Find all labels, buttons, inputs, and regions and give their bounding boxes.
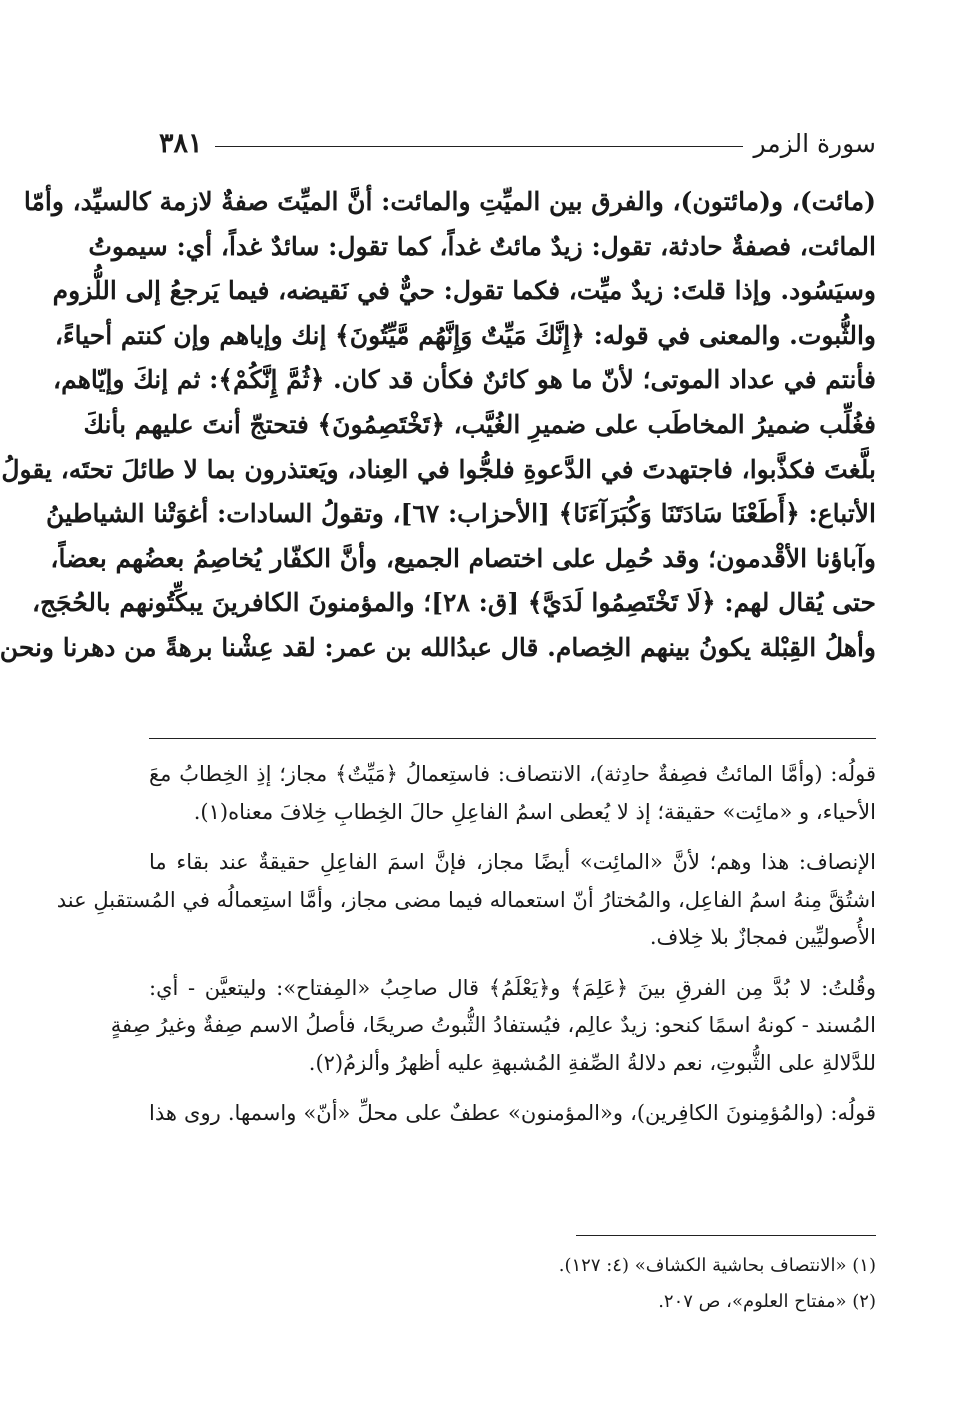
main-text xyxy=(0,180,876,671)
chapter-title: سورة الزمر xyxy=(753,128,876,158)
running-header xyxy=(159,120,876,166)
commentary-line: قولُه: (وأمَّا المائتُ فصِفةٌ حادِثة)، الانتصاف: فاستِعمالُ ﴿مَيِّتٌ﴾ مجاز؛ إذِ الخِطابُ معَ xyxy=(149,762,876,786)
main-text-line: (مائت)، و(مائتون)، والفرق بين الميِّتِ والمائت: أنَّ الميِّتَ صفةٌ لازمة كالسيِّد، وأمّا xyxy=(23,187,876,216)
main-text-line: الأتباع: ﴿أَطَعْنَا سَادَتَنَا وَكُبَرَآءَنَا﴾ [الأحزاب: ٦٧]، وتقولُ السادات: أغوَتْنا الشياطينُ xyxy=(46,499,876,529)
main-text-line: فأنتم في عداد الموتى؛ لأنّ ما هو كائنٌ فكأن قد كان. ﴿ثُمَّ إِنَّكُمْ﴾: ثم إنكَ وإيّاهم، xyxy=(53,365,876,395)
footnote-1: (١) «الانتصاف بحاشية الكشاف» (٤: ١٢٧). xyxy=(558,1255,876,1276)
commentary-line: وقُلتُ: لا بُدَّ مِن الفرقِ بينَ ﴿عَلِمَ﴾ و﴿يَعْلَمُ﴾ قال صاحِبُ «المِفتاح»: وليتعيَّن - أي: xyxy=(149,975,876,1000)
main-text-line: المائت، فصفةٌ حادثة، تقول: زيدٌ مائتٌ غداً، كما تقول: سائدٌ غداً، أي: سيموتُ xyxy=(88,231,876,261)
main-text-line: والثُّبوت. والمعنى في قوله: ﴿إِنَّكَ مَيِّتٌ وَإِنَّهُم مَّيِّتُونَ﴾ إنك وإياهم وإن كنتم أحياءً، xyxy=(54,320,876,350)
main-text-divider xyxy=(149,738,876,739)
commentary-paragraph xyxy=(149,1095,876,1133)
main-text-line: وآباؤنا الأقْدمون؛ وقد حُمِل على اختصام الجميع، وأنَّ الكفّار يُخاصِمُ بعضُهم بعضاً، xyxy=(50,543,876,573)
commentary-line: اشتُقَّ مِنهُ اسمُ الفاعِل، والمُختارُ أنّ استعماله فيما مضى مجاز، وأمَّا استِعمالُه في المُستقبلِ عند xyxy=(56,887,876,912)
commentary-line: الإنصاف: هذا وهم؛ لأنَّ «المائِت» أيضًا مجاز، فإنَّ اسمَ الفاعِلِ حقيقةٌ عند بقاء ما xyxy=(149,850,876,874)
commentary-paragraph xyxy=(149,756,876,831)
main-text-line: وسيَسُود. وإذا قلتَ: زيدٌ ميِّت، فكما تقول: حيٌّ في نَقيضه، فيما يَرجعُ إلى اللُّزوم xyxy=(52,276,876,306)
commentary-line: المُسند - كونهُ اسمًا كنحو: زيدٌ عالِم، فيُستفادُ الثُّبوتُ صريحًا، فأصلُ الاسم صِفةٌ وغيرُ صِفةٍ xyxy=(110,1013,876,1037)
main-text-line: حتى يُقال لهم: ﴿لَا تَخْتَصِمُوا لَدَيَّ﴾ [ق: ٢٨]؛ والمؤمنونَ الكافرينَ يبكِّتُونهم بالحُجَج، xyxy=(31,588,876,618)
main-text-line: وأهلُ القِبْلة يكونُ بينهم الخِصام. قال عبدُالله بن عمر: لقد عِشْنا برهةً من دهرنا ونحن xyxy=(0,632,876,662)
commentary-line: للدَّلالةِ على الثُّبوتِ، نعم دلالةُ الصِّفةِ المُشبهةِ عليه أظهرُ وألزمُ(٢). xyxy=(308,1050,876,1075)
header-rule xyxy=(215,146,744,147)
main-text-line: فغُلِّب ضميرُ المخاطَب على ضميرِ الغُيَّب، ﴿تَخْتَصِمُونَ﴾ فتحتجّ أنتَ عليهم بأنكَ xyxy=(83,409,876,439)
commentary-paragraph xyxy=(110,970,876,1083)
main-text-line: بلَّغتَ فكذَّبوا، فاجتهدتَ في الدَّعوةِ فلجُّوا في العِناد، ويَعتذرون بما لا طائلَ تحتَه، يقولُ xyxy=(1,454,876,484)
commentary-line: قولُه: (والمُؤمِنونَ الكافِرين)، و«المؤمنون» عطفٌ على محلِّ «أنّ» واسمها. روى هذا xyxy=(149,1101,876,1125)
footnotes xyxy=(477,1248,876,1320)
commentary-line: الأحياء، و «مائِت» حقيقة؛ إذ لا يُعطى اسمُ الفاعِلِ حالَ الخِطابِ خِلافَ معناه(١). xyxy=(193,799,876,824)
commentary-paragraph xyxy=(56,844,876,957)
page-number: ٣٨١ xyxy=(159,127,203,159)
footnote-2: (٢) «مفتاح العلوم»، ص ٢٠٧. xyxy=(658,1291,876,1312)
commentary-section xyxy=(56,756,876,1146)
commentary-line: الأُصوليِّين فمجازٌ بلا خِلاف. xyxy=(649,925,876,949)
footnote-divider xyxy=(576,1235,876,1236)
